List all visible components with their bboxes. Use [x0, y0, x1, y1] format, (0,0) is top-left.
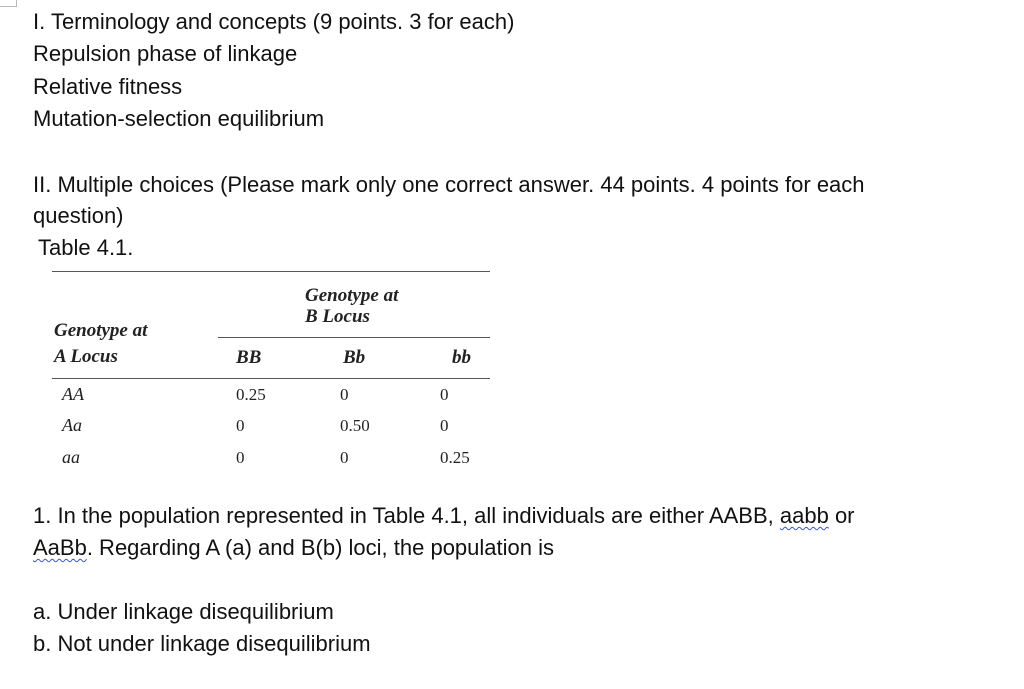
row-label-aa: aa	[62, 447, 80, 467]
question1-text: 1. In the population represented in Table 4.1, all individuals are either AABB,	[33, 503, 780, 528]
cell-Aa-BB: 0	[236, 416, 245, 435]
col-group-header-line2: B Locus	[305, 306, 370, 327]
cell-Aa-bb: 0	[440, 416, 449, 435]
cell-aa-Bb: 0	[340, 448, 349, 467]
row-group-header-line1: Genotype at	[54, 320, 148, 341]
row-label-AA: AA	[62, 384, 84, 404]
cell-AA-Bb: 0	[340, 385, 349, 404]
term-item: Mutation-selection equilibrium	[33, 106, 325, 131]
cell-aa-bb: 0.25	[440, 448, 470, 467]
question1-text: . Regarding A (a) and B(b) loci, the population is	[86, 535, 554, 560]
cell-Aa-Bb: 0.50	[340, 416, 370, 435]
col-header-Bb: Bb	[343, 347, 366, 368]
cell-AA-BB: 0.25	[236, 385, 266, 404]
answer-option-a: a. Under linkage disequilibrium	[33, 599, 334, 624]
spellcheck-word: aabb	[779, 503, 829, 528]
col-header-bb: bb	[452, 347, 471, 368]
answer-option-b: b. Not under linkage disequilibrium	[33, 631, 371, 656]
col-group-rule	[218, 337, 490, 338]
row-group-header-line2: A Locus	[54, 346, 118, 367]
spellcheck-word: AaBb	[33, 535, 87, 560]
cell-AA-bb: 0	[440, 385, 449, 404]
col-header-BB: BB	[236, 347, 262, 368]
section1-heading: I. Terminology and concepts (9 points. 3 for each)	[33, 9, 515, 34]
col-group-header-line1: Genotype at	[305, 285, 399, 306]
cell-aa-BB: 0	[236, 448, 245, 467]
question1-text: or	[828, 503, 855, 528]
row-label-Aa: Aa	[62, 415, 82, 435]
question1-line2	[33, 532, 554, 564]
table-top-rule	[52, 271, 490, 272]
page-corner-mark	[0, 0, 17, 7]
term-item: Relative fitness	[33, 74, 183, 99]
term-item: Repulsion phase of linkage	[33, 41, 298, 66]
header-bottom-rule	[52, 378, 490, 379]
table-caption: Table 4.1.	[38, 235, 134, 260]
section2-heading-line1: II. Multiple choices (Please mark only one correct answer. 44 points. 4 points for each	[33, 172, 865, 197]
question1-line1	[33, 500, 855, 532]
section2-heading-line2: question)	[33, 203, 124, 228]
